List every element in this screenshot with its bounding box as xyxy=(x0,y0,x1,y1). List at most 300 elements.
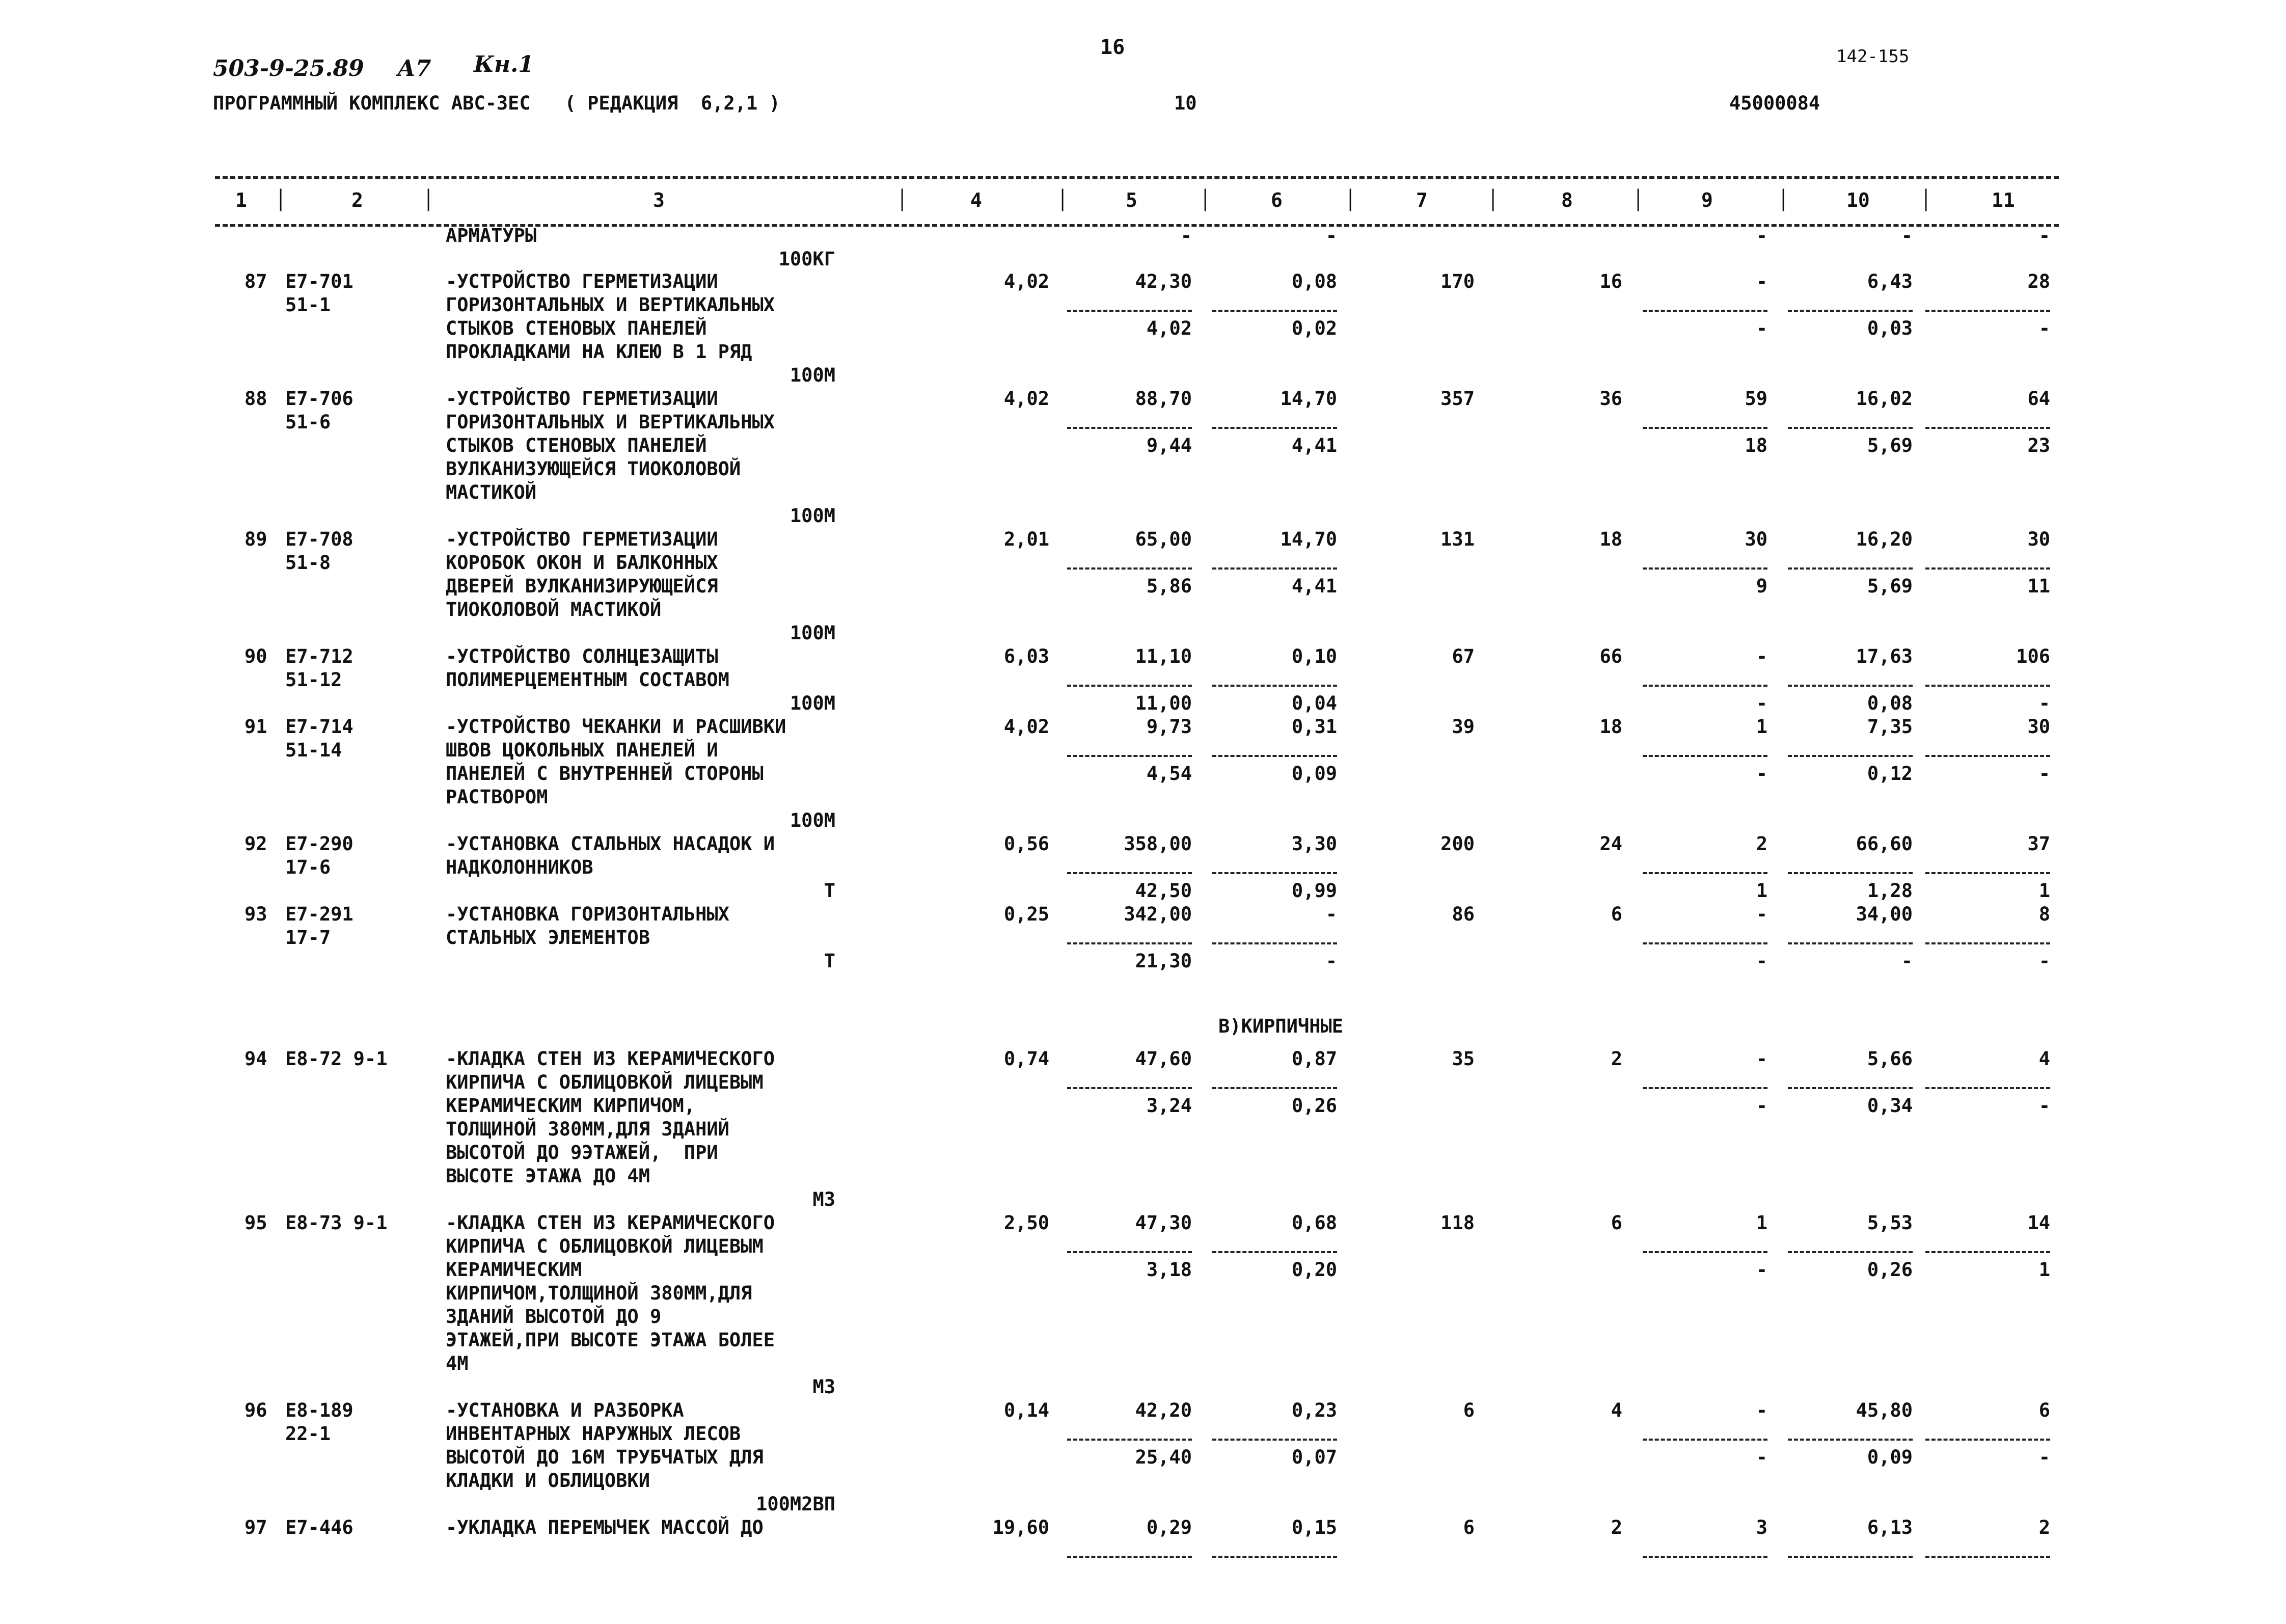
value-c5: 4,02 xyxy=(1146,317,1192,339)
value-c11: 8 xyxy=(2038,903,2050,925)
fraction-rule xyxy=(1067,567,1192,570)
value-c7: 39 xyxy=(1452,716,1475,738)
unit-of-measure: 100М xyxy=(790,505,835,527)
value-c6: 4,41 xyxy=(1291,435,1337,456)
fraction-rule xyxy=(1212,942,1337,944)
header-col-5: 5 xyxy=(1126,189,1137,211)
value-c9: - xyxy=(1756,317,1767,339)
norm-code: 17-7 xyxy=(285,927,331,949)
value-c5: 42,20 xyxy=(1135,1399,1192,1421)
value-c10: 0,26 xyxy=(1867,1259,1913,1281)
fraction-rule xyxy=(1788,427,1913,429)
work-description: -УСТАНОВКА И РАЗБОРКА xyxy=(446,1399,684,1421)
value-c9: 2 xyxy=(1756,833,1767,855)
work-description: ВЫСОТЕ ЭТАЖА ДО 4М xyxy=(446,1165,650,1187)
program-line: ПРОГРАММНЫЙ КОМПЛЕКС АВС-3ЕС ( РЕДАКЦИЯ 6,2,1 ) xyxy=(213,92,780,114)
value-c6: 0,02 xyxy=(1291,317,1337,339)
value-c9: - xyxy=(1756,950,1767,972)
value-c5: 4,54 xyxy=(1146,763,1192,784)
work-description: КИРПИЧА С ОБЛИЦОВКОЙ ЛИЦЕВЫМ xyxy=(446,1071,764,1093)
fraction-rule xyxy=(1925,1439,2050,1441)
value-c11: - xyxy=(2038,692,2050,714)
header-col-7: 7 xyxy=(1416,189,1428,211)
norm-code: 17-6 xyxy=(285,856,331,878)
value-c5: 0,29 xyxy=(1146,1517,1192,1538)
fraction-rule xyxy=(1643,685,1767,687)
value-c11: 6 xyxy=(2038,1399,2050,1421)
header-col-4: 4 xyxy=(970,189,982,211)
value-c11: 14 xyxy=(2027,1212,2050,1234)
work-description: СТЫКОВ СТЕНОВЫХ ПАНЕЛЕЙ xyxy=(446,317,707,339)
norm-code: Е7-714 xyxy=(285,716,353,738)
norm-code: Е7-706 xyxy=(285,388,353,410)
value-c6: 0,10 xyxy=(1291,645,1337,667)
value-c6: 0,07 xyxy=(1291,1446,1337,1468)
fraction-rule xyxy=(1925,942,2050,944)
value-c9: 18 xyxy=(1745,435,1767,456)
value-c9: 1 xyxy=(1756,716,1767,738)
fraction-rule xyxy=(1212,1087,1337,1089)
value-c5: 3,18 xyxy=(1146,1259,1192,1281)
value-c6: 0,20 xyxy=(1291,1259,1337,1281)
value-c5: 88,70 xyxy=(1135,388,1192,410)
value-c7: 67 xyxy=(1452,645,1475,667)
value-c10: 66,60 xyxy=(1856,833,1913,855)
fraction-rule xyxy=(1067,1556,1192,1558)
work-description: ЗДАНИЙ ВЫСОТОЙ ДО 9 xyxy=(446,1306,662,1328)
value-c10: 5,69 xyxy=(1867,575,1913,597)
unit-of-measure: Т xyxy=(824,880,835,902)
row-number: 93 xyxy=(244,903,267,925)
value-c9: 30 xyxy=(1745,528,1767,550)
work-description: ИНВЕНТАРНЫХ НАРУЖНЫХ ЛЕСОВ xyxy=(446,1423,741,1445)
value-c10: 6,43 xyxy=(1867,270,1913,292)
work-description: ПАНЕЛЕЙ С ВНУТРЕННЕЙ СТОРОНЫ xyxy=(446,763,764,784)
value-c4: 6,03 xyxy=(1003,645,1049,667)
header-separator: │ xyxy=(1200,189,1211,211)
norm-code: 51-14 xyxy=(285,739,342,761)
work-description: КИРПИЧОМ,ТОЛЩИНОЙ 380ММ,ДЛЯ xyxy=(446,1282,752,1304)
work-description: СТАЛЬНЫХ ЭЛЕМЕНТОВ xyxy=(446,927,650,949)
fraction-rule xyxy=(1925,567,2050,570)
value-c5: 65,00 xyxy=(1135,528,1192,550)
fraction-rule xyxy=(1925,310,2050,312)
fraction-rule xyxy=(1212,755,1337,757)
work-description: -УСТРОЙСТВО ГЕРМЕТИЗАЦИИ xyxy=(446,270,718,292)
header-col-2: 2 xyxy=(351,189,363,211)
value-c11: 1 xyxy=(2038,1259,2050,1281)
unit-of-measure: 100М xyxy=(790,692,835,714)
fraction-rule xyxy=(1643,942,1767,944)
value-c7: 170 xyxy=(1440,270,1475,292)
value-c4: 4,02 xyxy=(1003,388,1049,410)
header-col-6: 6 xyxy=(1271,189,1283,211)
value-c6: 0,15 xyxy=(1291,1517,1337,1538)
work-description: ШВОВ ЦОКОЛЬНЫХ ПАНЕЛЕЙ И xyxy=(446,739,718,761)
value-c11: - xyxy=(2038,763,2050,784)
work-description: ВЫСОТОЙ ДО 9ЭТАЖЕЙ, ПРИ xyxy=(446,1142,718,1163)
norm-code: Е7-708 xyxy=(285,528,353,550)
fraction-rule xyxy=(1643,1087,1767,1089)
book-handwritten: Кн.1 xyxy=(474,51,534,77)
header-separator: │ xyxy=(1345,189,1356,211)
value-c9: - xyxy=(1756,1095,1767,1117)
fraction-rule xyxy=(1925,427,2050,429)
fraction-rule xyxy=(1212,310,1337,312)
fraction-rule xyxy=(1925,1087,2050,1089)
page-number: 16 xyxy=(1100,36,1125,59)
value-c6: 14,70 xyxy=(1280,528,1337,550)
value-c9: - xyxy=(1756,645,1767,667)
value-c10: 0,12 xyxy=(1867,763,1913,784)
value-c11: 28 xyxy=(2027,270,2050,292)
fraction-rule xyxy=(1212,1251,1337,1253)
value-c5: 342,00 xyxy=(1124,903,1192,925)
work-description: ТИОКОЛОВОЙ МАСТИКОЙ xyxy=(446,599,662,620)
work-description: КЛАДКИ И ОБЛИЦОВКИ xyxy=(446,1470,650,1492)
value-c5: 42,30 xyxy=(1135,270,1192,292)
unit-of-measure: 100М xyxy=(790,364,835,386)
value-c5: 25,40 xyxy=(1135,1446,1192,1468)
fraction-rule xyxy=(1643,427,1767,429)
value-c6: - xyxy=(1325,225,1337,247)
fraction-rule xyxy=(1788,1556,1913,1558)
value-c9: 59 xyxy=(1745,388,1767,410)
row-number: 87 xyxy=(244,270,267,292)
fraction-rule xyxy=(1067,1251,1192,1253)
work-description: ПРОКЛАДКАМИ НА КЛЕЮ В 1 РЯД xyxy=(446,341,752,363)
work-description: -УСТАНОВКА ГОРИЗОНТАЛЬНЫХ xyxy=(446,903,729,925)
norm-code: Е7-701 xyxy=(285,270,353,292)
norm-code: Е8-73 9-1 xyxy=(285,1212,388,1234)
value-c11: - xyxy=(2038,1095,2050,1117)
fraction-rule xyxy=(1643,755,1767,757)
value-c8: 6 xyxy=(1611,1212,1622,1234)
value-c8: 6 xyxy=(1611,903,1622,925)
work-description: 4М xyxy=(446,1352,469,1374)
fraction-rule xyxy=(1212,685,1337,687)
fraction-rule xyxy=(1067,1087,1192,1089)
value-c11: 2 xyxy=(2038,1517,2050,1538)
value-c10: 17,63 xyxy=(1856,645,1913,667)
value-c11: 4 xyxy=(2038,1048,2050,1070)
fraction-rule xyxy=(1067,427,1192,429)
value-c6: - xyxy=(1325,950,1337,972)
value-c7: 6 xyxy=(1463,1517,1475,1538)
value-c10: 7,35 xyxy=(1867,716,1913,738)
unit-of-measure: Т xyxy=(824,950,835,972)
value-c6: 14,70 xyxy=(1280,388,1337,410)
value-c9: - xyxy=(1756,1048,1767,1070)
value-c8: 2 xyxy=(1611,1517,1622,1538)
value-c11: 1 xyxy=(2038,880,2050,902)
value-c9: - xyxy=(1756,1259,1767,1281)
unit-of-measure: М3 xyxy=(812,1188,835,1210)
work-description: КЕРАМИЧЕСКИМ КИРПИЧОМ, xyxy=(446,1095,696,1117)
work-description: НАДКОЛОННИКОВ xyxy=(446,856,593,878)
value-c6: 0,09 xyxy=(1291,763,1337,784)
value-c11: 106 xyxy=(2016,645,2050,667)
value-c9: - xyxy=(1756,763,1767,784)
header-separator: │ xyxy=(896,189,908,211)
value-c7: 35 xyxy=(1452,1048,1475,1070)
work-description: ДВЕРЕЙ ВУЛКАНИЗИРУЮЩЕЙСЯ xyxy=(446,575,718,597)
fraction-rule xyxy=(1788,872,1913,874)
fraction-rule xyxy=(1643,1251,1767,1253)
value-c6: 0,68 xyxy=(1291,1212,1337,1234)
value-c9: 3 xyxy=(1756,1517,1767,1538)
work-description: КИРПИЧА С ОБЛИЦОВКОЙ ЛИЦЕВЫМ xyxy=(446,1235,764,1257)
fraction-rule xyxy=(1212,1556,1337,1558)
norm-code: 51-12 xyxy=(285,669,342,691)
row-number: 89 xyxy=(244,528,267,550)
row-number: 90 xyxy=(244,645,267,667)
value-c5: - xyxy=(1180,225,1192,247)
value-c9: - xyxy=(1756,225,1767,247)
work-description: МАСТИКОЙ xyxy=(446,481,537,503)
fraction-rule xyxy=(1925,1556,2050,1558)
fraction-rule xyxy=(1788,942,1913,944)
work-description: ТОЛЩИНОЙ 380ММ,ДЛЯ ЗДАНИЙ xyxy=(446,1118,729,1140)
value-c11: 37 xyxy=(2027,833,2050,855)
fraction-rule xyxy=(1925,1251,2050,1253)
work-description: ГОРИЗОНТАЛЬНЫХ И ВЕРТИКАЛЬНЫХ xyxy=(446,294,775,316)
header-separator: │ xyxy=(1920,189,1932,211)
value-c5: 21,30 xyxy=(1135,950,1192,972)
value-c4: 0,74 xyxy=(1003,1048,1049,1070)
value-c4: 19,60 xyxy=(992,1517,1049,1538)
value-c5: 5,86 xyxy=(1146,575,1192,597)
value-c10: 5,66 xyxy=(1867,1048,1913,1070)
value-c9: - xyxy=(1756,692,1767,714)
value-c9: - xyxy=(1756,270,1767,292)
fraction-rule xyxy=(1067,685,1192,687)
unit-of-measure: 100КГ xyxy=(778,248,835,270)
header-separator: │ xyxy=(423,189,434,211)
value-c6: 0,08 xyxy=(1291,270,1337,292)
value-c10: 0,08 xyxy=(1867,692,1913,714)
value-c4: 0,25 xyxy=(1003,903,1049,925)
value-c7: 118 xyxy=(1440,1212,1475,1234)
row-number: 88 xyxy=(244,388,267,410)
unit-of-measure: 100М xyxy=(790,809,835,831)
value-c10: 1,28 xyxy=(1867,880,1913,902)
value-c11: 23 xyxy=(2027,435,2050,456)
unit-of-measure: 100М2ВП xyxy=(756,1493,835,1515)
value-c10: 0,03 xyxy=(1867,317,1913,339)
norm-code: Е7-291 xyxy=(285,903,353,925)
value-c11: 30 xyxy=(2027,528,2050,550)
value-c5: 358,00 xyxy=(1124,833,1192,855)
fraction-rule xyxy=(1067,310,1192,312)
album-handwritten: А7 xyxy=(397,56,431,82)
value-c6: 0,99 xyxy=(1291,880,1337,902)
value-c9: 1 xyxy=(1756,880,1767,902)
norm-code: 51-1 xyxy=(285,294,331,316)
row-number: 95 xyxy=(244,1212,267,1234)
value-c11: 30 xyxy=(2027,716,2050,738)
work-description: -УСТРОЙСТВО ЧЕКАНКИ И РАСШИВКИ xyxy=(446,716,786,738)
value-c11: - xyxy=(2038,225,2050,247)
value-c4: 4,02 xyxy=(1003,716,1049,738)
value-c9: - xyxy=(1756,1399,1767,1421)
value-c6: 4,41 xyxy=(1291,575,1337,597)
value-c7: 357 xyxy=(1440,388,1475,410)
fraction-rule xyxy=(1212,427,1337,429)
row-number: 96 xyxy=(244,1399,267,1421)
value-c5: 9,73 xyxy=(1146,716,1192,738)
value-c8: 24 xyxy=(1599,833,1622,855)
value-c6: 0,23 xyxy=(1291,1399,1337,1421)
value-c10: 34,00 xyxy=(1856,903,1913,925)
value-c7: 6 xyxy=(1463,1399,1475,1421)
work-description: КОРОБОК ОКОН И БАЛКОННЫХ xyxy=(446,552,718,574)
value-c6: 0,04 xyxy=(1291,692,1337,714)
value-c10: 16,20 xyxy=(1856,528,1913,550)
value-c4: 4,02 xyxy=(1003,270,1049,292)
header-col-9: 9 xyxy=(1701,189,1713,211)
value-c5: 9,44 xyxy=(1146,435,1192,456)
row-number: 94 xyxy=(244,1048,267,1070)
fraction-rule xyxy=(1067,872,1192,874)
sheet-range: 142-155 xyxy=(1836,46,1910,67)
value-c10: - xyxy=(1901,950,1913,972)
value-c10: 45,80 xyxy=(1856,1399,1913,1421)
value-c5: 42,50 xyxy=(1135,880,1192,902)
value-c6: 0,31 xyxy=(1291,716,1337,738)
work-description: АРМАТУРЫ xyxy=(446,225,537,247)
header-separator: │ xyxy=(1487,189,1499,211)
work-description: -КЛАДКА СТЕН ИЗ КЕРАМИЧЕСКОГО xyxy=(446,1212,775,1234)
table-top-rule xyxy=(215,176,2059,179)
fraction-rule xyxy=(1788,755,1913,757)
value-c6: 3,30 xyxy=(1291,833,1337,855)
work-description: -КЛАДКА СТЕН ИЗ КЕРАМИЧЕСКОГО xyxy=(446,1048,775,1070)
fraction-rule xyxy=(1067,942,1192,944)
fraction-rule xyxy=(1067,1439,1192,1441)
header-col-3: 3 xyxy=(653,189,665,211)
value-c10: 0,09 xyxy=(1867,1446,1913,1468)
value-c9: 9 xyxy=(1756,575,1767,597)
value-c5: 47,30 xyxy=(1135,1212,1192,1234)
value-c7: 200 xyxy=(1440,833,1475,855)
code-handwritten: 503-9-25.89 xyxy=(213,56,364,82)
value-c8: 66 xyxy=(1599,645,1622,667)
row-number: 92 xyxy=(244,833,267,855)
value-c9: 1 xyxy=(1756,1212,1767,1234)
norm-code: Е7-446 xyxy=(285,1517,353,1538)
work-description: ВУЛКАНИЗУЮЩЕЙСЯ ТИОКОЛОВОЙ xyxy=(446,458,741,480)
value-c11: - xyxy=(2038,1446,2050,1468)
fraction-rule xyxy=(1788,1439,1913,1441)
value-c10: 5,53 xyxy=(1867,1212,1913,1234)
value-c11: 64 xyxy=(2027,388,2050,410)
fraction-rule xyxy=(1788,1087,1913,1089)
value-c5: 11,10 xyxy=(1135,645,1192,667)
norm-code: Е8-189 xyxy=(285,1399,353,1421)
fraction-rule xyxy=(1925,755,2050,757)
value-c5: 11,00 xyxy=(1135,692,1192,714)
value-c8: 2 xyxy=(1611,1048,1622,1070)
value-c5: 47,60 xyxy=(1135,1048,1192,1070)
header-col-1: 1 xyxy=(235,189,247,211)
sheet-number: 10 xyxy=(1174,92,1197,114)
value-c10: - xyxy=(1901,225,1913,247)
fraction-rule xyxy=(1788,310,1913,312)
value-c7: 86 xyxy=(1452,903,1475,925)
row-number: 97 xyxy=(244,1517,267,1538)
work-description: ЭТАЖЕЙ,ПРИ ВЫСОТЕ ЭТАЖА БОЛЕЕ xyxy=(446,1329,775,1351)
value-c11: - xyxy=(2038,950,2050,972)
work-description: -УСТАНОВКА СТАЛЬНЫХ НАСАДОК И xyxy=(446,833,775,855)
fraction-rule xyxy=(1788,685,1913,687)
fraction-rule xyxy=(1925,685,2050,687)
work-description: ВЫСОТОЙ ДО 16М ТРУБЧАТЫХ ДЛЯ xyxy=(446,1446,764,1468)
value-c8: 18 xyxy=(1599,716,1622,738)
work-description: -УКЛАДКА ПЕРЕМЫЧЕК МАССОЙ ДО xyxy=(446,1517,764,1538)
work-description: КЕРАМИЧЕСКИМ xyxy=(446,1259,582,1281)
header-separator: │ xyxy=(1632,189,1644,211)
value-c7: 131 xyxy=(1440,528,1475,550)
header-separator: │ xyxy=(1778,189,1789,211)
value-c10: 5,69 xyxy=(1867,435,1913,456)
fraction-rule xyxy=(1643,872,1767,874)
header-col-8: 8 xyxy=(1561,189,1573,211)
header-separator: │ xyxy=(1057,189,1069,211)
work-description: ГОРИЗОНТАЛЬНЫХ И ВЕРТИКАЛЬНЫХ xyxy=(446,411,775,433)
norm-code: 51-6 xyxy=(285,411,331,433)
fraction-rule xyxy=(1212,1439,1337,1441)
work-description: -УСТРОЙСТВО ГЕРМЕТИЗАЦИИ xyxy=(446,388,718,410)
work-description: ПОЛИМЕРЦЕМЕНТНЫМ СОСТАВОМ xyxy=(446,669,729,691)
fraction-rule xyxy=(1643,567,1767,570)
norm-code: 51-8 xyxy=(285,552,331,574)
norm-code: Е7-290 xyxy=(285,833,353,855)
norm-code: Е8-72 9-1 xyxy=(285,1048,388,1070)
value-c9: - xyxy=(1756,903,1767,925)
value-c4: 2,01 xyxy=(1003,528,1049,550)
value-c5: 3,24 xyxy=(1146,1095,1192,1117)
fraction-rule xyxy=(1212,567,1337,570)
header-col-11: 11 xyxy=(1992,189,2015,211)
fraction-rule xyxy=(1643,1439,1767,1441)
unit-of-measure: М3 xyxy=(812,1376,835,1398)
header-separator: │ xyxy=(275,189,287,211)
document-code: 45000084 xyxy=(1729,92,1820,114)
value-c6: 0,26 xyxy=(1291,1095,1337,1117)
value-c8: 16 xyxy=(1599,270,1622,292)
work-description: -УСТРОЙСТВО ГЕРМЕТИЗАЦИИ xyxy=(446,528,718,550)
fraction-rule xyxy=(1788,567,1913,570)
fraction-rule xyxy=(1788,1251,1913,1253)
section-title: В)КИРПИЧНЫЕ xyxy=(1218,1015,1344,1037)
value-c11: - xyxy=(2038,317,2050,339)
header-col-10: 10 xyxy=(1846,189,1870,211)
value-c4: 0,56 xyxy=(1003,833,1049,855)
value-c9: - xyxy=(1756,1446,1767,1468)
value-c10: 6,13 xyxy=(1867,1517,1913,1538)
work-description: -УСТРОЙСТВО СОЛНЦЕЗАЩИТЫ xyxy=(446,645,718,667)
value-c10: 0,34 xyxy=(1867,1095,1913,1117)
norm-code: 22-1 xyxy=(285,1423,331,1445)
work-description: СТЫКОВ СТЕНОВЫХ ПАНЕЛЕЙ xyxy=(446,435,707,456)
norm-code: Е7-712 xyxy=(285,645,353,667)
value-c10: 16,02 xyxy=(1856,388,1913,410)
fraction-rule xyxy=(1643,1556,1767,1558)
value-c6: - xyxy=(1325,903,1337,925)
value-c4: 2,50 xyxy=(1003,1212,1049,1234)
value-c8: 36 xyxy=(1599,388,1622,410)
